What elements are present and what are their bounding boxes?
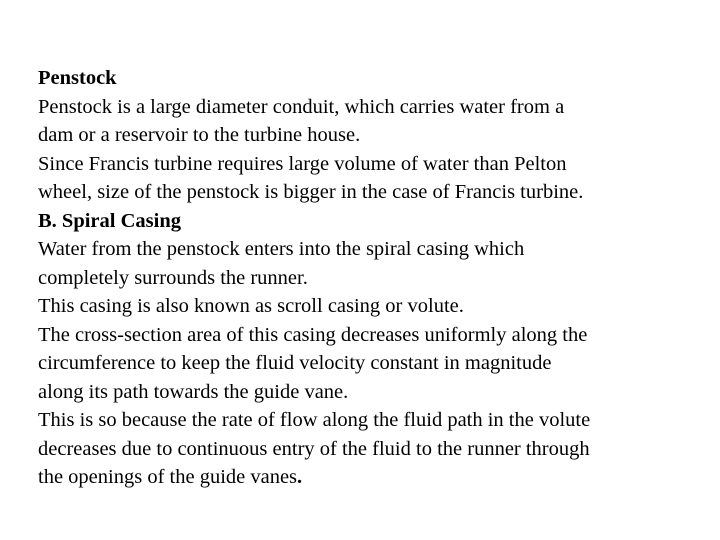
penstock-line: Penstock is a large diameter conduit, which carries water from a [38, 95, 565, 118]
penstock-line: dam or a reservoir to the turbine house. [38, 124, 361, 146]
spiral-casing-last-line [38, 463, 698, 492]
spiral-casing-line: along its path towards the guide vane. [38, 380, 349, 403]
spiral-casing-line: completely surrounds the runner. [38, 266, 308, 289]
penstock-line: Since Francis turbine requires large volume of water than Pelton [38, 152, 567, 175]
spiral-casing-heading: B. Spiral Casing [38, 209, 181, 232]
spiral-casing-last-line-text: the openings of the guide vanes [38, 466, 298, 488]
spiral-casing-line: Water from the penstock enters into the spiral casing which [38, 238, 525, 260]
penstock-line: wheel, size of the penstock is bigger in the case of Francis turbine. [38, 181, 584, 203]
slide-text-body [38, 64, 698, 492]
spiral-casing-line: circumference to keep the fluid velocity constant in magnitude [38, 352, 552, 374]
final-period: . [297, 466, 303, 488]
spiral-casing-line: This is so because the rate of flow along the fluid path in the volute [38, 409, 591, 431]
spiral-casing-line: This casing is also known as scroll casing or volute. [38, 295, 464, 317]
penstock-heading: Penstock [38, 67, 117, 89]
spiral-casing-line: decreases due to continuous entry of the fluid to the runner through [38, 437, 590, 460]
spiral-casing-line: The cross-section area of this casing decreases uniformly along the [38, 323, 588, 346]
